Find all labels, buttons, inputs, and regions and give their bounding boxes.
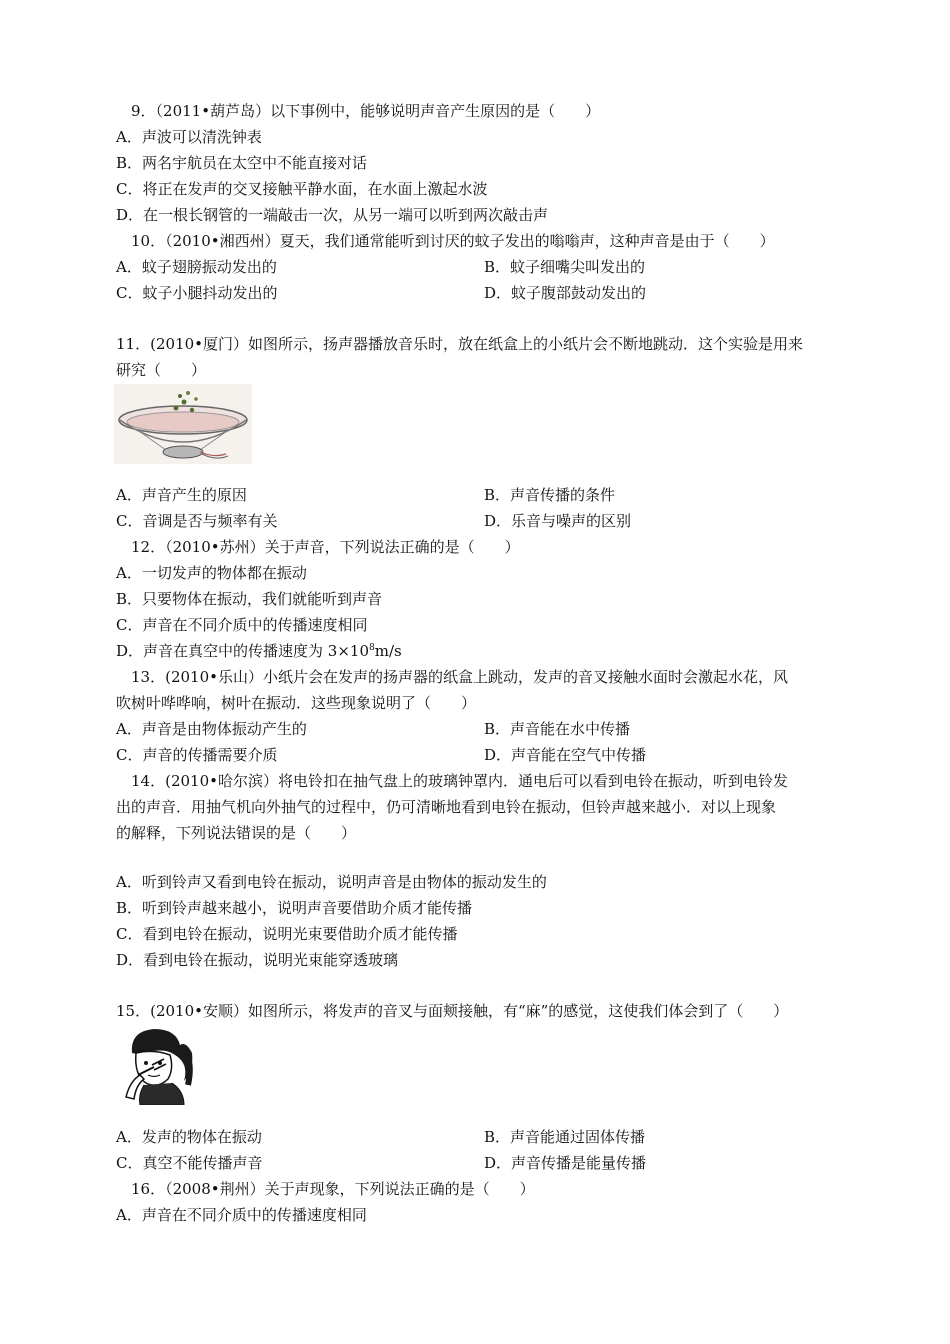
question-15-option-a: A．发声的物体在振动 [116, 1128, 262, 1146]
question-14-option-b: B．听到铃声越来越小，说明声音要借助介质才能传播 [116, 899, 473, 917]
question-15-option-c: C．真空不能传播声音 [116, 1154, 263, 1172]
option-d-text: D．声音在真空中的传播速度为 3×10 [116, 642, 369, 660]
question-9-option-d: D．在一根长钢管的一端敲击一次，从另一端可以听到两次敲击声 [116, 206, 549, 224]
question-9-stem: 9．（2011•葫芦岛）以下事例中，能够说明声音产生原因的是（ ） [131, 102, 601, 120]
question-13-option-a: A．声音是由物体振动产生的 [116, 720, 307, 738]
question-9-option-b: B．两名宇航员在太空中不能直接对话 [116, 154, 368, 172]
question-11-option-a: A．声音产生的原因 [116, 486, 247, 504]
question-13-option-d: D．声音能在空气中传播 [484, 746, 647, 764]
question-12-stem: 12．（2010•苏州）关于声音，下列说法正确的是（ ） [131, 538, 520, 556]
speaker-experiment-figure [114, 384, 252, 464]
question-14-option-d: D．看到电铃在振动，说明光束能穿透玻璃 [116, 951, 399, 969]
question-12-option-b: B．只要物体在振动，我们就能听到声音 [116, 590, 383, 608]
question-10-option-c: C．蚊子小腿抖动发出的 [116, 284, 278, 302]
question-10-stem: 10．（2010•湘西州）夏天，我们通常能听到讨厌的蚊子发出的嗡嗡声，这种声音是由于（ ） [131, 232, 775, 250]
question-11-option-c: C．音调是否与频率有关 [116, 512, 278, 530]
question-9-option-a: A．声波可以清洗钟表 [116, 128, 262, 146]
question-16-stem: 16．（2008•荆州）关于声现象，下列说法正确的是（ ） [131, 1180, 535, 1198]
question-13-option-b: B．声音能在水中传播 [484, 720, 631, 738]
option-d-unit: m/s [374, 642, 402, 660]
question-12-option-c: C．声音在不同介质中的传播速度相同 [116, 616, 368, 634]
question-14-stem-line2: 出的声音．用抽气机向外抽气的过程中，仍可清晰地看到电铃在振动，但铃声越来越小．对以上现象 [116, 798, 777, 816]
question-12-option-a: A．一切发声的物体都在振动 [116, 564, 307, 582]
question-14-stem-line3: 的解释，下列说法错误的是（ ） [116, 824, 357, 842]
question-15-option-b: B．声音能通过固体传播 [484, 1128, 646, 1146]
question-14-option-a: A．听到铃声又看到电铃在振动，说明声音是由物体的振动发生的 [116, 873, 547, 891]
question-13-option-c: C．声音的传播需要介质 [116, 746, 278, 764]
question-11-option-d: D．乐音与噪声的区别 [484, 512, 632, 530]
question-16-option-a: A．声音在不同介质中的传播速度相同 [116, 1206, 367, 1224]
question-15-stem: 15．(2010•安顺）如图所示，将发声的音叉与面颊接触，有“麻”的感觉，这使我们体会到了（ ） [116, 1002, 789, 1020]
question-12-option-d [116, 641, 402, 661]
question-10-option-a: A．蚊子翅膀振动发出的 [116, 258, 277, 276]
question-11-option-b: B．声音传播的条件 [484, 486, 616, 504]
question-14-option-c: C．看到电铃在振动，说明光束要借助介质才能传播 [116, 925, 458, 943]
question-14-stem: 14．(2010•哈尔滨）将电铃扣在抽气盘上的玻璃钟罩内．通电后可以看到电铃在振动，听到电铃发 [131, 772, 788, 790]
exponent: 8 [369, 643, 375, 653]
question-10-option-d: D．蚊子腹部鼓动发出的 [484, 284, 647, 302]
question-9-option-c: C．将正在发声的交叉接触平静水面，在水面上激起水波 [116, 180, 488, 198]
question-11-stem-continued: 研究（ ） [116, 361, 207, 379]
question-13-stem-continued: 吹树叶哗哗响，树叶在振动．这些现象说明了（ ） [116, 694, 477, 712]
tuning-fork-face-figure [114, 1023, 196, 1105]
question-11-stem: 11．(2010•厦门）如图所示，扬声器播放音乐时，放在纸盒上的小纸片会不断地跳动．这个实验是用来 [116, 335, 803, 353]
question-10-option-b: B．蚊子细嘴尖叫发出的 [484, 258, 646, 276]
question-15-option-d: D．声音传播是能量传播 [484, 1154, 647, 1172]
question-13-stem: 13．(2010•乐山）小纸片会在发声的扬声器的纸盒上跳动，发声的音叉接触水面时会激起水花，风 [131, 668, 788, 686]
